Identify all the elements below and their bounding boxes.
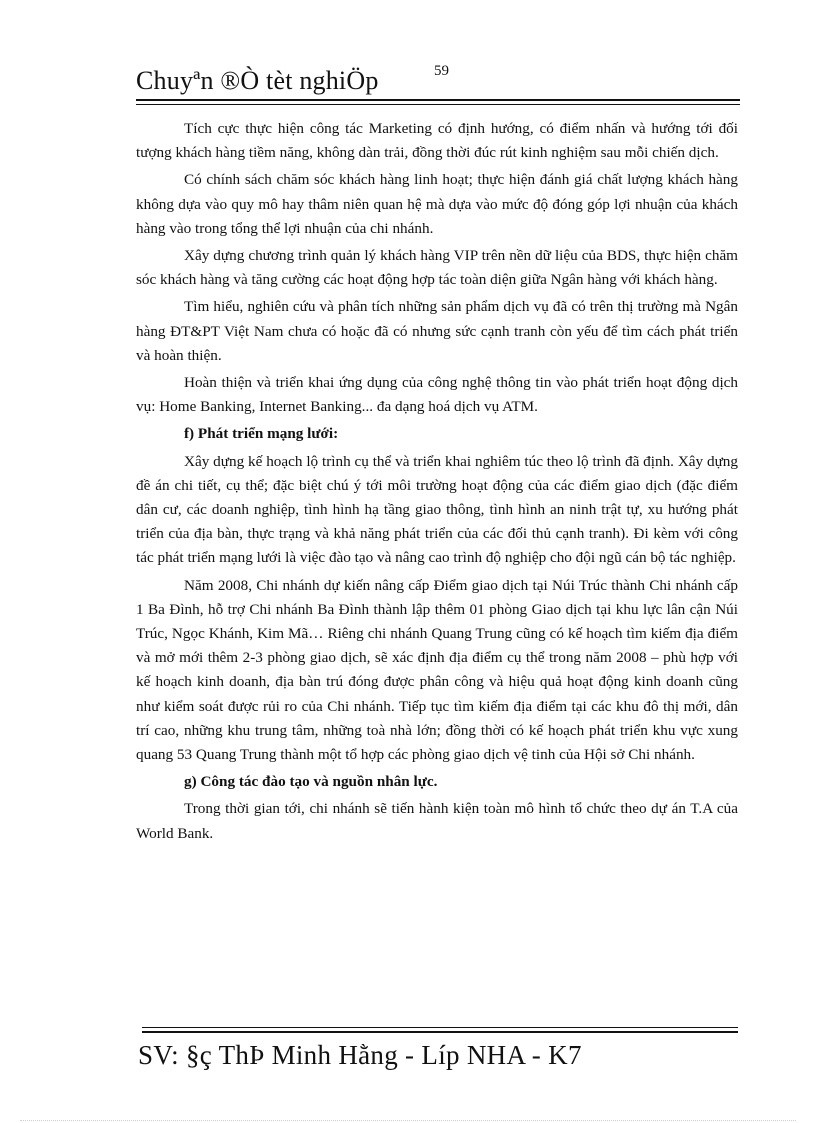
paragraph: Năm 2008, Chi nhánh dự kiến nâng cấp Điểm giao dịch tại Núi Trúc thành Chi nhánh cấp 1 Ba Đình, hỗ trợ Chi nhánh Ba Đình thành lập thêm 01 phòng Giao dịch tại khu lực lân cận Núi Trúc, Ngọc Khánh, Kim Mã… Riêng chi nhánh Quang Trung cũng có kế hoạch tìm kiếm địa điểm và mở mới thêm 2-3 phòng giao dịch, sẽ xác định địa điểm cụ thể trong năm 2008 – phù hợp với kế hoạch kinh doanh, địa bàn trú đóng được phân công và hiệu quả hoạt động kinh doanh cũng như kiểm soát được rủi ro của Chi nhánh. Tiếp tục tìm kiếm địa điểm tại các khu đô thị mới, dân trí cao, những khu trung tâm, những toà nhà lớn; đồng thời có kế hoạch phát triển khu vực xung quang 53 Quang Trung thành một tổ hợp các phòng giao dịch vệ tinh của Hội sở Chi nhánh. <box>136 576 738 764</box>
paragraph: Xây dựng chương trình quản lý khách hàng VIP trên nền dữ liệu của BDS, thực hiện chăm sóc khách hàng và tăng cường các hoạt động hợp tác toàn diện giữa Ngân hàng với khách hàng. <box>136 247 738 289</box>
paragraph: Hoàn thiện và triển khai ứng dụng của công nghệ thông tin vào phát triển hoạt động dịch vụ: Home Banking, Internet Banking... đa dạng hoá dịch vụ ATM. <box>136 374 738 416</box>
page-edge <box>20 1120 796 1121</box>
document-body <box>136 117 738 849</box>
page-number: 59 <box>434 63 449 79</box>
section-heading-f: f) Phát triển mạng lưới: <box>184 425 339 443</box>
paragraph: Xây dựng kế hoạch lộ trình cụ thể và triển khai nghiêm túc theo lộ trình đã định. Xây dựng đề án chi tiết, cụ thể; đặc biệt chú ý tới môi trường hoạt động của các điểm giao dịch (đặc điểm dân cư, các doanh nghiệp, tình hình hạ tầng giao thông, tình hình an ninh trật tự, xu hướng phát triển của địa bàn, thực trạng và khả năng phát triển của các đối thủ cạnh tranh). Đi kèm với công tác phát triển mạng lưới là việc đào tạo và nâng cao trình độ nghiệp cho đội ngũ cán bộ tác nghiệp. <box>136 452 738 567</box>
paragraph: Trong thời gian tới, chi nhánh sẽ tiến hành kiện toàn mô hình tổ chức theo dự án T.A của World Bank. <box>136 800 738 842</box>
section-heading-g: g) Công tác đào tạo và nguồn nhân lực. <box>184 773 438 791</box>
footer-author: SV: §ç ThÞ Minh Hằng - Líp NHA - K7 <box>138 1040 582 1070</box>
paragraph: Tích cực thực hiện công tác Marketing có định hướng, có điểm nhấn và hướng tới đối tượng khách hàng tiềm năng, không dàn trải, đồng thời đúc rút kinh nghiệm sau mỗi chiến dịch. <box>136 120 738 162</box>
footer-divider <box>142 1031 738 1033</box>
paragraph: Có chính sách chăm sóc khách hàng linh hoạt; thực hiện đánh giá chất lượng khách hàng không dựa vào quy mô hay thâm niên quan hệ mà dựa vào mức độ đóng góp lợi nhuận của khách hàng vào trong tổng thể lợi nhuận của chi nhánh. <box>136 171 738 237</box>
footer-divider-thin <box>142 1027 738 1028</box>
paragraph: Tìm hiểu, nghiên cứu và phân tích những sản phẩm dịch vụ đã có trên thị trường mà Ngân hàng ĐT&PT Việt Nam chưa có hoặc đã có nhưng sức cạnh tranh còn yếu để tìm cách phát triển và hoàn thiện. <box>136 298 738 364</box>
header-divider-thin <box>136 104 740 105</box>
header-title: Chuyªn ®Ò tèt nghiÖp <box>136 66 379 95</box>
header-divider <box>136 99 740 101</box>
